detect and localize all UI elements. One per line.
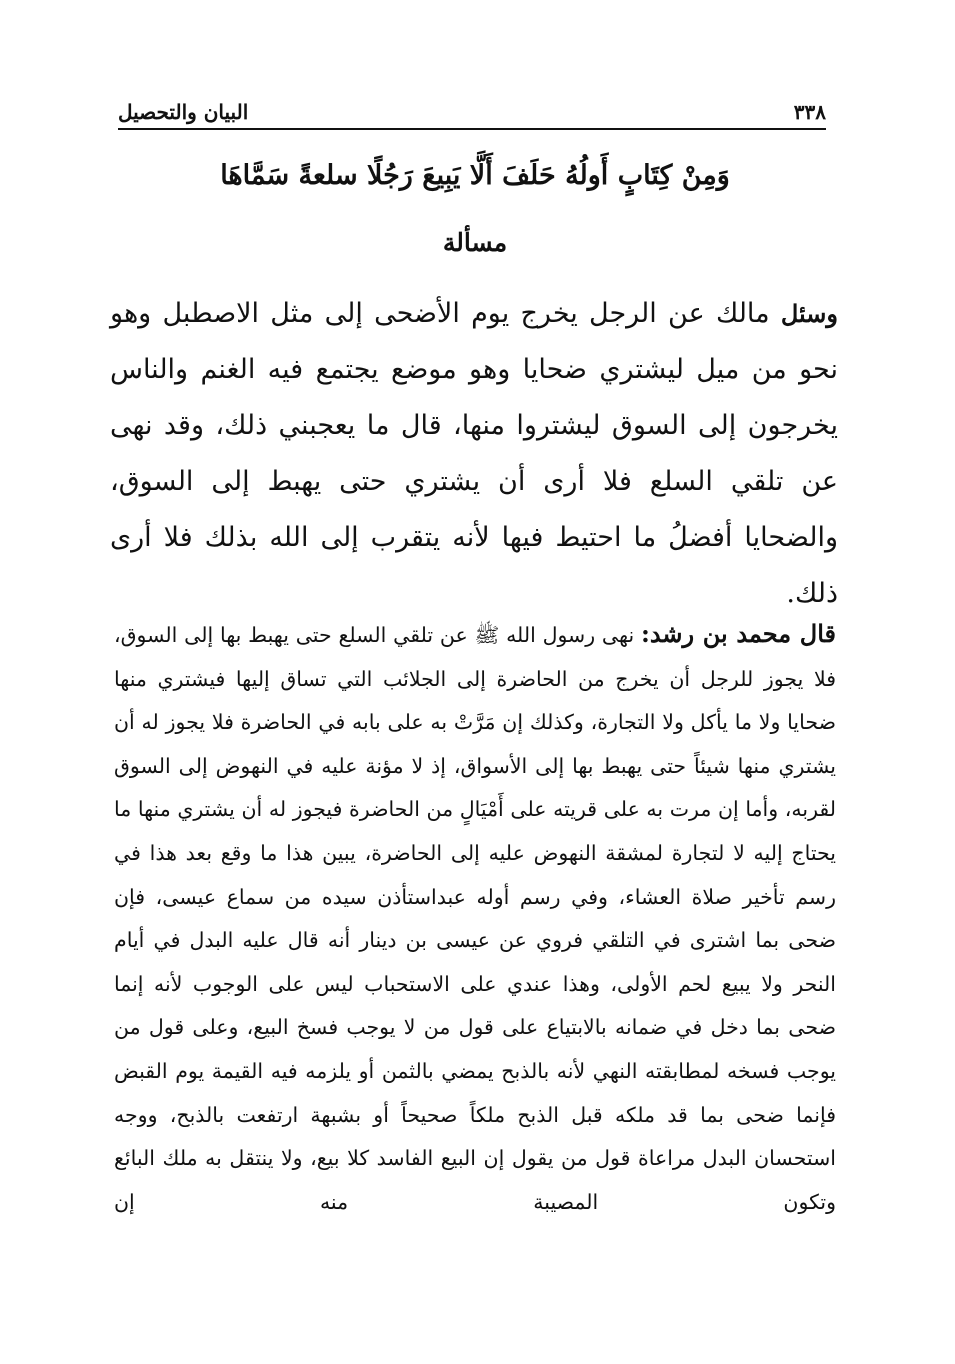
commentator-name: قال محمد بن رشد: (640, 619, 836, 648)
issue-heading: مسألة (442, 228, 508, 257)
running-header (118, 88, 826, 130)
question-text: مالك عن الرجل يخرج يوم الأضحى إلى مثل الاصطبل وهو نحو من ميل ليشتري ضحايا وهو موضع يجتمع فيه الغنم والناس يخرجون إلى السوق ليشتروا منها، قال ما يعجبني ذلك، وقد نهى عن تلقي السلع فلا أرى أن يشتري حتى يهبط إلى السوق، والضحايا أفضلُ ما احتيط فيها لأنه يتقرب إلى الله بذلك فلا أرى ذلك. (110, 298, 838, 609)
commentary-text: نهى رسول الله ﷺ عن تلقي السلع حتى يهبط بها إلى السوق، فلا يجوز للرجل أن يخرج من الحاضرة إلى الجلائب التي تساق إليها فيشتري منها ضحايا ولا ما يأكل ولا التجارة، وكذلك إن مَرَّتْ به على بابه في الحاضرة فلا يجوز له أن يشتري منها شيئاً حتى يهبط بها إلى الأسواق، إذ لا مؤنة عليه في النهوض إلى السوق لقربه، وأما إن مرت به على قريته على أَمْيَالٍ من الحاضرة فيجوز له أن يشتري منها ما يحتاج إليه لا لتجارة لمشقة النهوض عليه إلى الحاضرة، يبين هذا ما وقع بعد هذا في رسم تأخير صلاة العشاء، وفي رسم أوله عبداستأذن سيده من سماع عيسى، فإن ضحى بما اشترى في التلقي فروي عن عيسى بن دينار أنه قال عليه البدل في أيام النحر ولا يبيع لحم الأولى، وهذا عندي على الاستحباب ليس على الوجوب لأنه إنما ضحى بما دخل في ضمانه بالابتياع على قول من لا يوجب فسخ البيع، وعلى قول من يوجب فسخه لمطابقته النهي لأنه بالذبح يمضي بالثمن أو يلزمه فيه القيمة يوم القبض فإنما ضحى بما قد ملكه قبل الذبح ملكاً صحيحاً أو بشبهة ارتفعت بالذبح، ووجه استحسان البدل مراعاة قول من يقول إن البيع الفاسد كلا بيع، ولا ينتقل به ملك البائع وتكون المصيبة منه إن (114, 623, 836, 1214)
question-lead-word: وسئل (780, 299, 838, 328)
question-paragraph (110, 286, 838, 622)
commentary-paragraph (114, 612, 836, 1224)
chapter-title: وَمِنْ كِتَابٍ أَولُهُ حَلَفَ أَلَّا يَبِيعَ رَجُلًا سلعةً سَمَّاهَا (220, 160, 730, 191)
book-title: البيان والتحصيل (118, 100, 249, 124)
page-number: ٣٣٨ (793, 100, 826, 124)
